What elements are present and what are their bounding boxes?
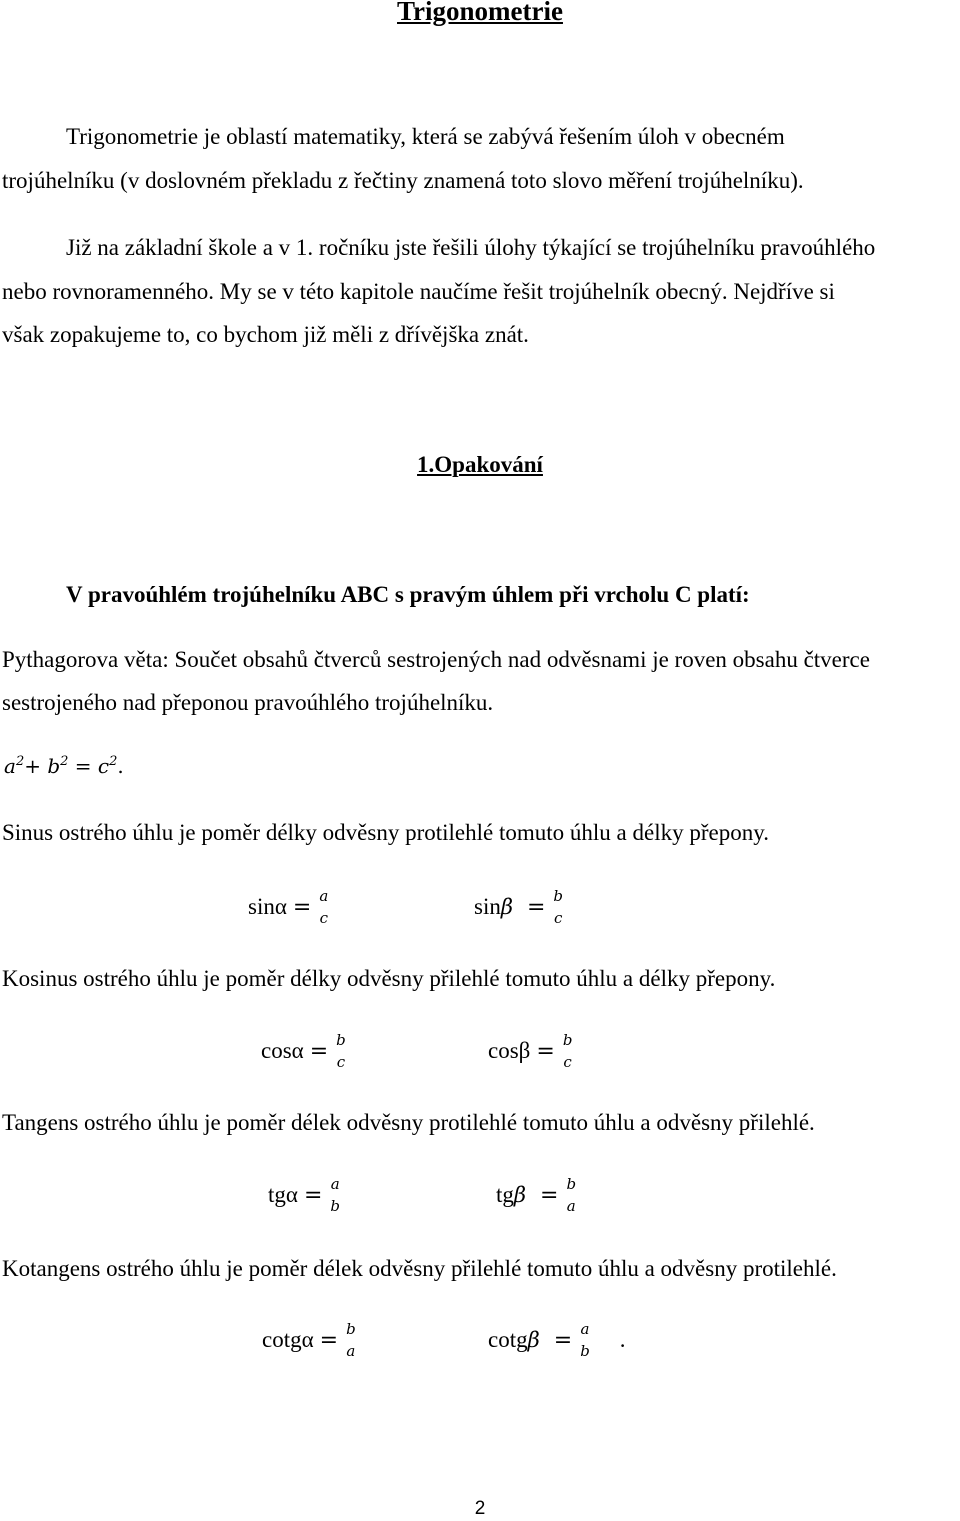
- page-title: Trigonometrie: [397, 0, 563, 26]
- intro-line-1: Trigonometrie je oblastí matematiky, která se zabývá řešením úloh v obecném: [66, 124, 785, 149]
- cotg-alpha-formula: cotgα = b a: [262, 1320, 356, 1360]
- kosinus-definition: Kosinus ostrého úhlu je poměr délky odvěsny přilehlé tomuto úhlu a délky přepony.: [2, 966, 776, 991]
- kotangens-definition: Kotangens ostrého úhlu je poměr délek odvěsny přilehlé tomuto úhlu a odvěsny protilehlé.: [2, 1256, 837, 1281]
- intro-line-5: však zopakujeme to, co bychom již měli z dřívějška znát.: [2, 322, 529, 347]
- pythagoras-line-2: sestrojeného nad přeponou pravoúhlého trojúhelníku.: [2, 690, 494, 715]
- tg-beta-formula: tg β = b a: [496, 1175, 577, 1215]
- tg-alpha-formula: tgα = a b: [268, 1175, 340, 1215]
- section-heading: 1.Opakování: [417, 452, 543, 477]
- intro-line-4: nebo rovnoramenného. My se v této kapitole naučíme řešit trojúhelník obecný. Nejdříve si: [2, 279, 835, 304]
- tangens-definition: Tangens ostrého úhlu je poměr délek odvěsny protilehlé tomuto úhlu a odvěsny přilehlé.: [2, 1110, 815, 1135]
- cotg-beta-formula: cotg β = a b .: [488, 1320, 626, 1360]
- page-number: 2: [474, 1498, 486, 1519]
- pythagoras-formula: $a^2+ b^2 = c^2$.: [4, 754, 124, 778]
- sin-alpha-formula: sinα = a c: [248, 887, 329, 927]
- theorem-statement: V pravoúhlém trojúhelníku ABC s pravým úhlem při vrcholu C platí:: [66, 582, 750, 607]
- sinus-definition: Sinus ostrého úhlu je poměr délky odvěsny protilehlé tomuto úhlu a délky přepony.: [2, 820, 769, 845]
- intro-line-2: trojúhelníku (v doslovném překladu z řečtiny znamená toto slovo měření trojúhelníku).: [2, 168, 804, 193]
- pythagoras-line-1: Pythagorova věta: Součet obsahů čtverců sestrojených nad odvěsnami je roven obsahu čtverce: [2, 647, 870, 672]
- cos-beta-formula: cosβ = b c: [488, 1031, 573, 1071]
- sin-beta-formula: sin β = b c: [474, 887, 564, 927]
- cos-alpha-formula: cosα = b c: [261, 1031, 346, 1071]
- intro-line-3: Již na základní škole a v 1. ročníku jste řešili úlohy týkající se trojúhelníku pravoúhlého: [66, 235, 876, 260]
